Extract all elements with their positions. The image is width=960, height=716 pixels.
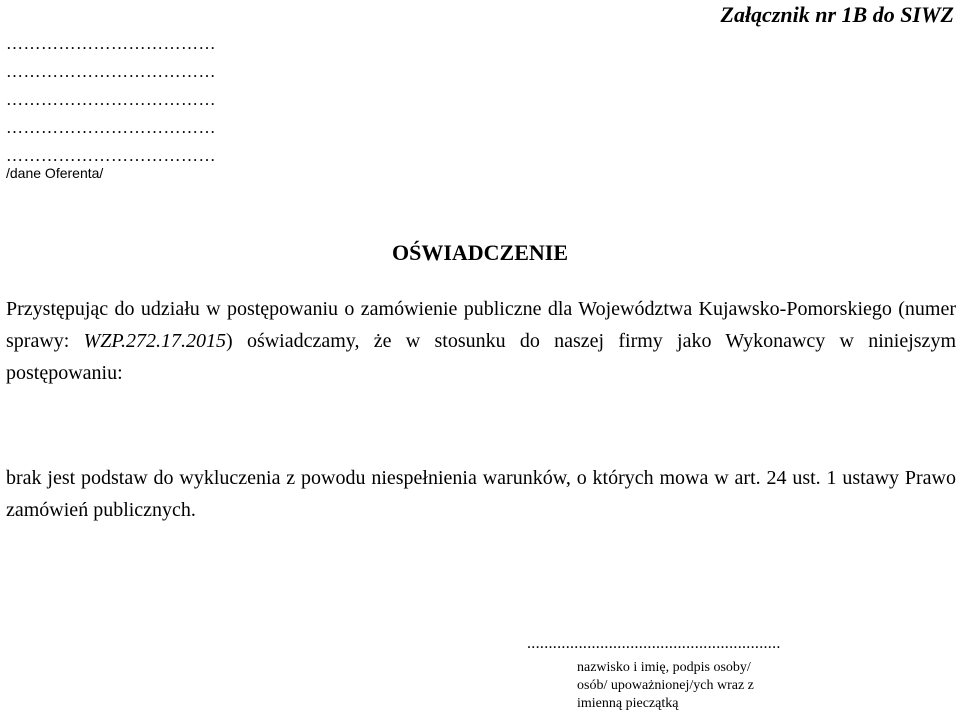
exclusion-statement: brak jest podstaw do wykluczenia z powodu niespełnienia warunków, o których mowa w art. 24 ust. 1 ustawy Prawo zamówień publicznych. [6, 467, 956, 521]
case-number: WZP.272.17.2015 [83, 330, 227, 352]
declaration-text-start: Przystępując do udziału w postępowaniu o zamówienie publiczne dla Województwa Kujawsko-Pomorskiego (numer sprawy: [6, 298, 956, 352]
signature-label-line: osób/ upoważnionej/ych wraz z [577, 678, 754, 693]
offerer-dots-line: ……………………………… [6, 34, 216, 53]
signature-label-line: imienną pieczątką [577, 696, 679, 711]
declaration-text-end: ) oświadczamy, że w stosunku do naszej firmy jako Wykonawcy w niniejszym postępowaniu: [6, 330, 956, 384]
document-title: OŚWIADCZENIE [391, 240, 569, 265]
signature-dots: ........................................................... [527, 635, 781, 652]
offerer-dots-line: ……………………………… [6, 62, 216, 81]
offerer-dots-line: ……………………………… [6, 146, 216, 165]
offerer-label: /dane Oferenta/ [6, 165, 104, 181]
offerer-dots-line: ……………………………… [6, 90, 216, 109]
offerer-dots-line: ……………………………… [6, 118, 216, 137]
signature-label [577, 659, 837, 713]
attachment-label: Załącznik nr 1B do SIWZ [720, 2, 954, 27]
signature-label-line: nazwisko i imię, podpis osoby/ [577, 660, 751, 675]
declaration-paragraph [6, 293, 956, 389]
